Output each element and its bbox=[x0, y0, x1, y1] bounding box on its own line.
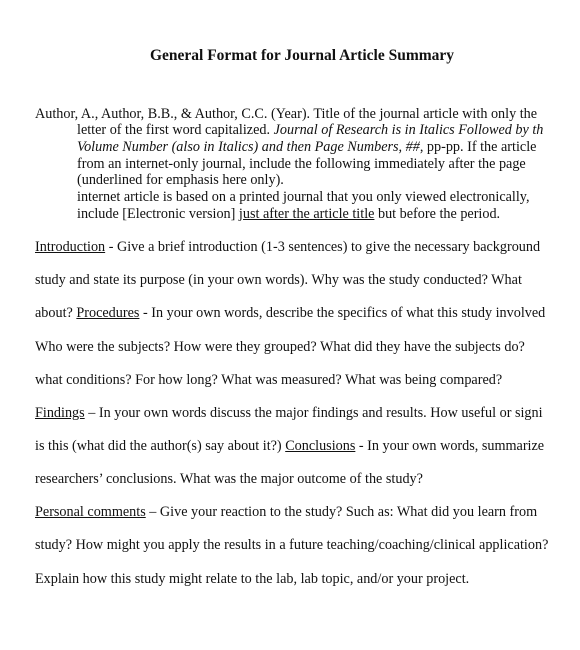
body-line bbox=[35, 239, 540, 256]
citation-line: internet article is based on a printed journal that you only viewed electronically, bbox=[77, 189, 530, 205]
body-text: - In your own words, describe the specifics of what this study involved bbox=[139, 305, 546, 321]
body-line: study? How might you apply the results in a future teaching/coaching/clinical application? bbox=[35, 537, 549, 553]
body-line bbox=[35, 438, 544, 455]
citation-text: , pp-pp. If the article bbox=[419, 139, 537, 155]
body-text: – Give your reaction to the study? Such as: What did you learn from bbox=[145, 504, 538, 520]
body-line bbox=[35, 305, 545, 322]
section-heading-findings: Findings bbox=[35, 405, 85, 421]
body-line: researchers’ conclusions. What was the major outcome of the study? bbox=[35, 471, 423, 487]
citation-line bbox=[77, 139, 536, 156]
body-text: is this (what did the author(s) say about it?) bbox=[35, 438, 286, 454]
body-text: - Give a brief introduction (1-3 sentences) to give the necessary background bbox=[105, 239, 541, 255]
page-title: General Format for Journal Article Summary bbox=[149, 47, 455, 64]
citation-line bbox=[77, 206, 500, 223]
citation-line: Author, A., Author, B.B., & Author, C.C. (Year). Title of the journal article with only the bbox=[35, 106, 538, 122]
section-heading-procedures: Procedures bbox=[76, 305, 140, 321]
body-text: - In your own words, summarize bbox=[355, 438, 545, 454]
body-text: about? bbox=[35, 305, 77, 321]
citation-italic-text: Volume Number (also in Italics) and then Page Numbers, ## bbox=[77, 139, 420, 155]
citation-line: (underlined for emphasis here only). bbox=[77, 172, 284, 188]
section-heading-personal-comments: Personal comments bbox=[35, 504, 146, 520]
body-line bbox=[35, 504, 537, 521]
body-line bbox=[35, 405, 543, 422]
body-line: Who were the subjects? How were they grouped? What did they have the subjects do? bbox=[35, 339, 525, 355]
citation-underlined-text: just after the article title bbox=[238, 206, 375, 222]
citation-text: include [Electronic version] bbox=[77, 206, 239, 222]
body-line: Explain how this study might relate to the lab, lab topic, and/or your project. bbox=[35, 571, 470, 587]
body-line: what conditions? For how long? What was measured? What was being compared? bbox=[35, 372, 503, 388]
citation-text: but before the period. bbox=[374, 206, 501, 222]
section-heading-introduction: Introduction bbox=[35, 239, 106, 255]
citation-line bbox=[77, 122, 543, 139]
body-line: study and state its purpose (in your own words). Why was the study conducted? What bbox=[35, 272, 522, 288]
citation-text: letter of the first word capitalized. bbox=[77, 122, 274, 138]
body-text: – In your own words discuss the major findings and results. How useful or signi bbox=[84, 405, 543, 421]
citation-line: from an internet-only journal, include the following immediately after the page bbox=[77, 156, 526, 172]
citation-italic-text: Journal of Research is in Italics Followed by th bbox=[273, 122, 544, 138]
section-heading-conclusions: Conclusions bbox=[285, 438, 356, 454]
